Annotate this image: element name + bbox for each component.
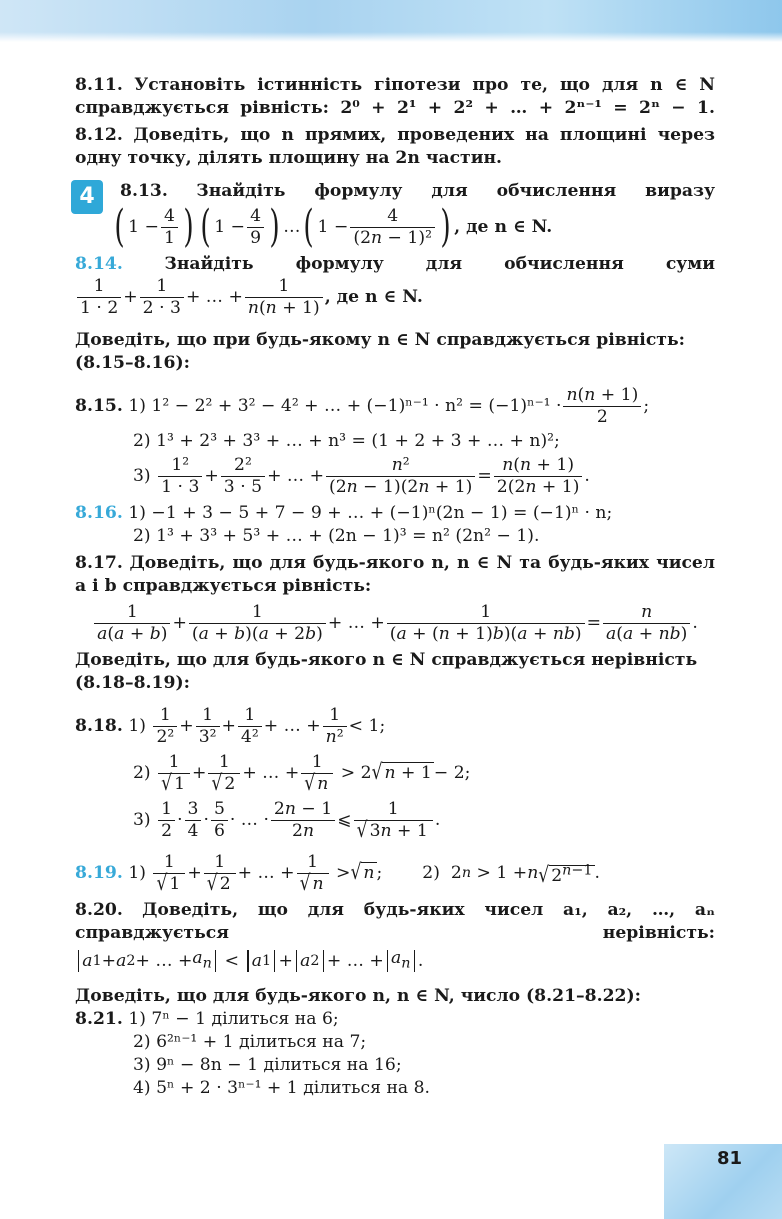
problem-text: Доведіть, що n прямих, проведених на площині через одну точку, ділять площину на 2n частин. — [75, 125, 716, 168]
section-intro-inequalities: Доведіть, що для будь-якого n ∈ N справджується нерівність (8.18–8.19): — [75, 650, 698, 693]
problem-number: 8.15. — [75, 396, 123, 416]
item-2: 2) 1³ + 2³ + 3³ + … + n³ = (1 + 2 + 3 + … + n)²; — [133, 431, 560, 451]
problem-number: 8.18. — [75, 716, 123, 736]
formula-8-14: $\frac{1}{1 \cdot 2}$ + $\frac{1}{2 \cdot 3}$ + … + $\frac{1}{n(n + 1)}$ , де n ∈ N. — [75, 276, 715, 319]
fraction: $\frac{4}{1}$ — [161, 206, 178, 249]
problem-8-15: 8.15. 1) 1² − 2² + 3² − 4² + … + (−1)ⁿ⁻¹ · n² = (−1)ⁿ⁻¹ · $\frac{n(n + 1)}{2}$ ; 2) 1³ + 2³ + 3³ + … + n³ = (1 + 2 + 3 + … + n)²; 3) $\frac{\text{1²}}{1 \cdot 3}$ + $\frac{\text{2²}}{3 \cdot 5}$ + … + $\frac{\text{n²}}{(2n - 1)(2n + 1)}$ = $\frac{n(n + 1)}{2(2n + 1)}$ . — [75, 385, 715, 498]
problem-8-11 — [75, 74, 715, 120]
item-3-label: 3) — [133, 466, 151, 486]
formula-8-20: a 1 + a 2 + … + $a_n$ < a 1 + a 2 + … + $a_n$ . — [75, 947, 715, 975]
formula-tail: , де n ∈ N. — [324, 287, 423, 307]
item-2: 2) 1³ + 3³ + 5³ + … + (2n − 1)³ = n² (2n² − 1). — [133, 526, 540, 546]
item-1: 1) 1² − 2² + 3² − 4² + … + (−1)ⁿ⁻¹ · n² = (−1)ⁿ⁻¹ · — [128, 396, 562, 416]
problem-text: Знайдіть формулу для обчислення суми — [164, 254, 715, 274]
problem-number: 8.13. — [120, 181, 168, 201]
formula-8-17: $\frac{1}{a(a + b)}$ + $\frac{1}{(a + b)(a + 2b)}$ + … + $\frac{1}{(a + (n + 1)b)(a + nb)}$ = $\frac{n}{a(a + nb)}$ . — [75, 602, 715, 645]
item-1-label: 1) — [128, 863, 146, 883]
item-1: 1) 7ⁿ − 1 ділиться на 6; — [128, 1009, 339, 1030]
page-number: 81 — [716, 1148, 742, 1169]
problem-8-19: 8.19. 1) $\frac{1}{√ 1}$ + $\frac{1}{√ 2}$ + … + $\frac{1}{√ n}$ > √ n ; 2) 2 n > 1 + n √ $2^{n-1}$ . — [75, 852, 600, 897]
item-1: 1) −1 + 3 − 5 + 7 − 9 + … + (−1)ⁿ(2n − 1) = (−1)ⁿ · n; — [128, 503, 613, 523]
problem-number: 8.19. — [75, 863, 123, 883]
formula-tail: , де n ∈ N. — [454, 216, 553, 237]
problem-text: Доведіть, що для будь-яких чисел a₁, a₂, …, aₙ справджується нерівність: — [75, 900, 715, 943]
top-decorative-banner — [0, 0, 782, 42]
item-2-label: 2) — [133, 763, 151, 783]
problem-number: 8.17. — [75, 553, 123, 573]
section-intro-divisibility: Доведіть, що для будь-якого n, n ∈ N, число (8.21–8.22): — [75, 986, 641, 1007]
item-2-label: 2) — [422, 863, 440, 883]
exercise-list — [75, 74, 715, 1100]
problem-number: 8.16. — [75, 503, 123, 523]
problem-text: Доведіть, що для будь-якого n, n ∈ N та будь-яких чисел a і b справджується рівність: — [75, 553, 715, 596]
problem-8-13 — [75, 180, 715, 252]
problem-8-14 — [75, 253, 715, 319]
problem-8-12 — [75, 124, 715, 170]
problem-text: Установіть істинність гіпотези про те, що для n ∈ N справджується рівність: 2⁰ + 2¹ + 2² + … + 2ⁿ⁻¹ = 2ⁿ − 1. — [75, 75, 715, 118]
item-1-label: 1) — [128, 716, 146, 736]
section-intro-equalities: Доведіть, що при будь-якому n ∈ N справджується рівність: (8.15–8.16): — [75, 330, 685, 373]
item-3-label: 3) — [133, 810, 151, 830]
problem-number: 8.14. — [75, 254, 123, 274]
item-3: 3) 9ⁿ − 8n − 1 ділиться на 16; — [133, 1055, 402, 1076]
problem-8-16 — [75, 502, 715, 548]
problem-8-18: 8.18. 1) $\frac{1}{\text{2²}}$ + $\frac{1}{\text{3²}}$ + $\frac{1}{\text{4²}}$ + … + $\frac{1}{\text{n²}}$ < 1; 2) $\frac{1}{√ 1}$ + $\frac{1}{√ 2}$ + … + $\frac{1}{√ n}$ > 2 √ n + 1 − 2; 3) $\frac{1}{2}$ · $\frac{3}{4}$ · $\frac{5}{6}$ · … · $\frac{2n - 1}{2n}$ ⩽ $\frac{1}{√ 3n + 1}$ . — [75, 705, 471, 844]
problem-number: 8.21. — [75, 1009, 123, 1030]
item-4: 4) 5ⁿ + 2 · 3ⁿ⁻¹ + 1 ділиться на 8. — [133, 1078, 431, 1099]
item-2: 2) 6²ⁿ⁻¹ + 1 ділиться на 7; — [133, 1032, 367, 1053]
formula-8-13: ( 1 − $\frac{4}{1}$ ) ( 1 − $\frac{4}{9}$ ) … ( 1 − $\frac{4}{\text{(2n − 1)²}}$ ) , де n ∈ N. — [114, 201, 553, 252]
problem-number: 8.11. — [75, 75, 123, 95]
problem-number: 8.20. — [75, 900, 123, 920]
fraction: $\frac{4}{\text{(2n − 1)²}}$ — [350, 206, 435, 249]
problem-8-21 — [75, 1008, 715, 1100]
problem-8-20 — [75, 899, 715, 975]
problem-8-17 — [75, 552, 715, 645]
problem-number: 8.12. — [75, 125, 123, 145]
fraction: $\frac{4}{9}$ — [247, 206, 264, 249]
difficulty-level-badge: 4 — [71, 180, 103, 214]
problem-text: Знайдіть формулу для обчислення виразу — [196, 181, 715, 201]
